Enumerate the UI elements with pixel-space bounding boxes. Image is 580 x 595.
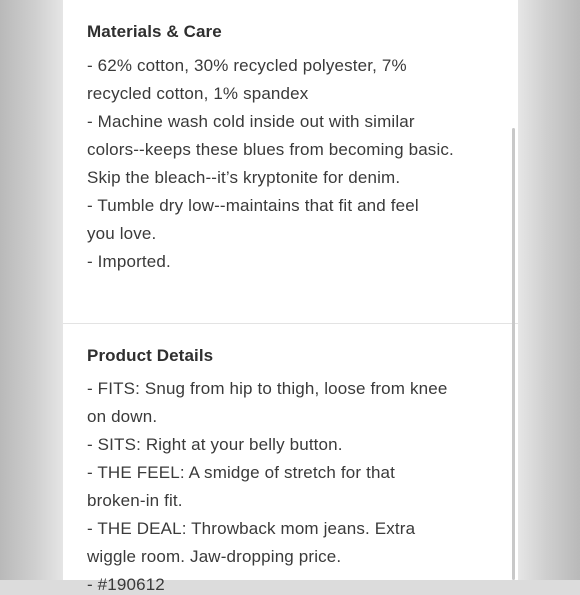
materials-care-title: Materials & Care [87,22,222,41]
scrollbar[interactable] [512,0,518,580]
product-details-section [63,324,518,594]
product-info-panel [63,0,518,594]
materials-care-line: - Imported. [87,252,171,271]
product-details-line: wiggle room. Jaw-dropping price. [87,547,342,566]
materials-care-section [63,0,518,323]
background-left [0,0,64,580]
materials-care-line: recycled cotton, 1% spandex [87,84,309,103]
materials-care-line: Skip the bleach--it’s kryptonite for denim. [87,168,401,187]
materials-care-line: colors--keeps these blues from becoming basic. [87,140,454,159]
materials-care-line: - 62% cotton, 30% recycled polyester, 7% [87,56,407,75]
product-details-line: broken-in fit. [87,491,183,510]
product-details-line: - #190612 [87,575,165,594]
product-details-line: - FITS: Snug from hip to thigh, loose from knee [87,379,448,398]
product-details-title: Product Details [87,346,214,365]
product-details-line: on down. [87,407,158,426]
materials-care-line: - Machine wash cold inside out with similar [87,112,415,131]
product-details-line: - THE DEAL: Throwback mom jeans. Extra [87,519,416,538]
background-right [518,0,580,580]
materials-care-line: you love. [87,224,157,243]
product-details-line: - SITS: Right at your belly button. [87,435,343,454]
product-details-line: - THE FEEL: A smidge of stretch for that [87,463,396,482]
materials-care-line: - Tumble dry low--maintains that fit and feel [87,196,419,215]
scrollbar-thumb[interactable] [512,128,515,580]
